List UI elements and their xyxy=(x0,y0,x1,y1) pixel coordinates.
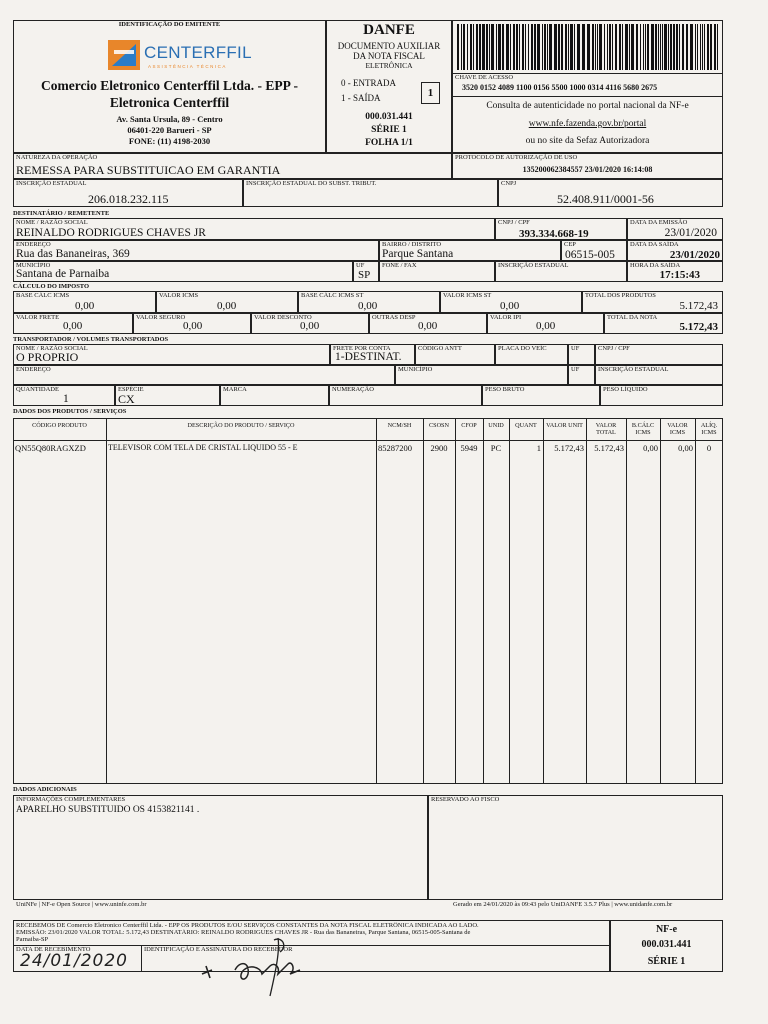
produtos-cell: 0,00 xyxy=(643,443,658,453)
dest-endereco-label: ENDEREÇO xyxy=(16,241,51,248)
barcode-bar xyxy=(489,24,490,70)
barcode-bar xyxy=(640,24,641,70)
produtos-cell: 5.172,43 xyxy=(554,443,584,453)
dest-emissao-label: DATA DA EMISSÃO xyxy=(630,219,688,226)
footer-left: UniNFe | NF-e Open Source | www.uninfe.com.br xyxy=(16,901,147,908)
danfe-title: DANFE xyxy=(363,22,415,38)
barcode-bar xyxy=(710,24,712,70)
produtos-cell: 0 xyxy=(706,443,712,453)
barcode-bar xyxy=(476,24,478,70)
barcode-bar xyxy=(717,24,718,70)
tr-bruto-label: PESO BRUTO xyxy=(485,386,525,393)
transporte-section-label: TRANSPORTADOR / VOLUMES TRANSPORTADOS xyxy=(13,336,169,343)
barcode-bar xyxy=(612,24,613,70)
produtos-column-divider xyxy=(483,418,484,784)
danfe-saida: 1 - SAÍDA xyxy=(341,93,381,103)
produtos-section-label: DADOS DOS PRODUTOS / SERVIÇOS xyxy=(13,408,127,415)
barcode-bar xyxy=(473,24,474,70)
produtos-column-divider xyxy=(455,418,456,784)
produtos-header-cell: VALOR TOTAL xyxy=(595,422,617,436)
dest-hora-label: HORA DA SAÍDA xyxy=(630,262,681,269)
barcode-bar xyxy=(707,24,709,70)
barcode-bar xyxy=(542,24,543,70)
dest-uf-label: UF xyxy=(356,262,365,269)
barcode-bar xyxy=(595,24,596,70)
consulta-text-2: ou no site da Sefaz Autorizadora xyxy=(525,136,650,146)
imp-frete-label: VALOR FRETE xyxy=(16,314,60,321)
natureza-value: REMESSA PARA SUBSTITUICAO EM GARANTIA xyxy=(16,163,281,177)
chave-value: 3520 0152 4089 1100 0156 5500 1000 0314 4116 5680 2675 xyxy=(462,83,658,92)
canhoto-text-1: RECEBEMOS DE Comercio Eletronico Centerffil Ltda. - EPP OS PRODUTOS E/OU SERVIÇOS CONSTANTES DA NOTA FISCAL ELETRÔNICA INDICADA AO LADO. xyxy=(16,922,479,929)
barcode-bar xyxy=(695,24,696,70)
tr-qtd-value: 1 xyxy=(63,393,69,405)
barcode-bar xyxy=(510,24,511,70)
imp-outras-label: OUTRAS DESP xyxy=(372,314,416,321)
emitente-name-2: Eletronica Centerffil xyxy=(109,95,230,110)
dest-cpf-value: 393.334.668-19 xyxy=(519,228,589,240)
produtos-header-cell: CÓDIGO PRODUTO xyxy=(32,422,87,429)
chave-divider-2 xyxy=(452,96,723,97)
imp-ipi-value: 0,00 xyxy=(536,320,556,332)
handwritten-date: 24/01/2020 xyxy=(20,951,128,971)
barcode-bar xyxy=(513,24,515,70)
danfe-subtitle-1: DOCUMENTO AUXILIAR xyxy=(337,41,441,51)
tr-numeracao-label: NUMERAÇÃO xyxy=(332,386,374,393)
barcode-bar xyxy=(528,24,529,70)
dest-endereco-value: Rua das Bananeiras, 369 xyxy=(16,248,130,260)
produtos-cell: 5949 xyxy=(460,443,478,453)
destinatario-section-label: DESTINATÁRIO / REMETENTE xyxy=(13,210,110,217)
produtos-cell: 2900 xyxy=(430,443,448,453)
produtos-header-cell: VALOR ICMS xyxy=(667,422,688,436)
imp-total-nota-value: 5.172,43 xyxy=(679,321,718,333)
produtos-header-cell: DESCRIÇÃO DO PRODUTO / SERVIÇO xyxy=(187,422,295,429)
emitente-section-label: IDENTIFICAÇÃO DO EMITENTE xyxy=(118,21,221,28)
canhoto-assinatura-label: IDENTIFICAÇÃO E ASSINATURA DO RECEBEDOR xyxy=(144,946,293,953)
barcode-bar xyxy=(525,24,526,70)
ie-st-label: INSCRIÇÃO ESTADUAL DO SUBST. TRIBUT. xyxy=(246,180,377,187)
tr-nome-value: O PROPRIO xyxy=(16,350,79,364)
produtos-column-divider xyxy=(376,418,377,784)
tr-marca-label: MARCA xyxy=(223,386,247,393)
tr-frete-label: FRETE POR CONTA xyxy=(333,345,391,352)
barcode-bar xyxy=(457,24,459,70)
barcode-bar xyxy=(506,24,509,70)
barcode-bar xyxy=(570,24,573,70)
imp-bc-icms-value: 0,00 xyxy=(75,300,95,312)
produtos-header-cell: UNID xyxy=(488,422,504,429)
barcode-bar xyxy=(544,24,546,70)
barcode-bar xyxy=(686,24,688,70)
barcode-bar xyxy=(519,24,520,70)
tr-qtd-label: QUANTIDADE xyxy=(16,386,59,393)
produtos-column-divider xyxy=(543,418,544,784)
imp-v-icms-label: VALOR ICMS xyxy=(159,292,199,299)
barcode-bar xyxy=(491,24,494,70)
barcode-bar xyxy=(702,24,703,70)
danfe-serie: SÉRIE 1 xyxy=(371,125,407,135)
barcode-bar xyxy=(574,24,575,70)
produtos-header-cell: VALOR UNIT xyxy=(546,422,583,429)
barcode-bar xyxy=(704,24,705,70)
tr-uf-label: UF xyxy=(571,345,580,352)
tr-uf2-label: UF xyxy=(571,366,580,373)
barcode-bar xyxy=(690,24,693,70)
barcode-bar xyxy=(463,24,465,70)
barcode-bar xyxy=(587,24,590,70)
barcode-bar xyxy=(482,24,485,70)
produtos-header-divider xyxy=(13,440,723,441)
imp-outras-value: 0,00 xyxy=(418,320,438,332)
barcode-bar xyxy=(629,24,630,70)
canhoto-vdivider xyxy=(141,945,142,972)
imposto-section-label: CÁLCULO DO IMPOSTO xyxy=(13,283,90,290)
produtos-cell: TELEVISOR COM TELA DE CRISTAL LIQUIDO 55 - E xyxy=(108,443,298,452)
produtos-column-divider xyxy=(626,418,627,784)
barcode-bar xyxy=(647,24,649,70)
produtos-header-cell: ALÍQ. ICMS xyxy=(700,422,718,436)
barcode-bar xyxy=(486,24,488,70)
barcode-bar xyxy=(619,24,621,70)
dest-uf-value: SP xyxy=(358,269,371,281)
produtos-header-cell: QUANT xyxy=(515,422,537,429)
barcode-bar xyxy=(631,24,634,70)
dest-cpf-label: CNPJ / CPF xyxy=(498,219,530,226)
imp-bc-st-label: BASE CÁLC ICMS ST xyxy=(301,292,364,299)
tr-frete-value: 1-DESTINAT. xyxy=(335,351,402,363)
tr-ie-label: INSCRIÇÃO ESTADUAL xyxy=(598,366,669,373)
imp-desconto-value: 0,00 xyxy=(300,320,320,332)
barcode-bar xyxy=(668,24,669,70)
imp-v-st-value: 0,00 xyxy=(500,300,520,312)
canhoto-serie: SÉRIE 1 xyxy=(647,956,686,967)
barcode-bar xyxy=(625,24,628,70)
barcode-bar xyxy=(664,24,667,70)
produtos-header-cell: NCM/SH xyxy=(387,422,412,429)
produtos-column-divider xyxy=(106,418,107,784)
emitente-address: Av. Santa Ursula, 89 - Centro xyxy=(116,114,223,124)
barcode-bar xyxy=(522,24,524,70)
produtos-column-divider xyxy=(660,418,661,784)
barcode-bar xyxy=(604,24,605,70)
canhoto-numero: 000.031.441 xyxy=(641,939,692,950)
dest-cep-value: 06515-005 xyxy=(565,249,615,261)
produtos-cell: 0,00 xyxy=(678,443,693,453)
imp-v-icms-value: 0,00 xyxy=(217,300,237,312)
barcode-bar xyxy=(479,24,481,70)
dest-bairro-label: BAIRRO / DISTRITO xyxy=(382,241,442,248)
danfe-subtitle-3: ELETRÔNICA xyxy=(365,61,413,70)
logo-subtext: ASSISTÊNCIA TÉCNICA xyxy=(148,64,227,69)
barcode-bar xyxy=(714,24,716,70)
emitente-city: 06401-220 Barueri - SP xyxy=(127,125,212,135)
barcode-bar xyxy=(673,24,675,70)
danfe-tipo-box: 1 xyxy=(421,82,440,104)
imp-total-prod-label: TOTAL DOS PRODUTOS xyxy=(585,292,656,299)
tr-antt-label: CÓDIGO ANTT xyxy=(418,345,462,352)
protocolo-label: PROTOCOLO DE AUTORIZAÇÃO DE USO xyxy=(455,154,578,161)
adicionais-section-label: DADOS ADICIONAIS xyxy=(13,786,77,793)
logo-text: CENTERFFIL xyxy=(144,43,252,62)
ie-label: INSCRIÇÃO ESTADUAL xyxy=(16,180,87,187)
dest-fone-label: FONE / FAX xyxy=(382,262,417,269)
barcode-bar xyxy=(643,24,644,70)
info-complementares-value: APARELHO SUBSTITUIDO OS 4153821141 . xyxy=(16,805,200,815)
dest-cep-label: CEP xyxy=(564,241,576,248)
barcode-bar xyxy=(682,24,684,70)
barcode-bar xyxy=(565,24,567,70)
info-complementares-label: INFORMAÇÕES COMPLEMENTARES xyxy=(16,796,126,803)
produtos-header-cell: CSOSN xyxy=(429,422,449,429)
canhoto-nfe: NF-e xyxy=(655,924,678,935)
protocolo-value: 135200062384557 23/01/2020 16:14:08 xyxy=(522,165,653,174)
tr-nome-label: NOME / RAZÃO SOCIAL xyxy=(16,345,88,352)
handwritten-signature xyxy=(190,930,320,1000)
barcode-bar xyxy=(561,24,563,70)
imp-ipi-label: VALOR IPI xyxy=(490,314,522,321)
natureza-label: NATUREZA DA OPERAÇÃO xyxy=(16,154,98,161)
barcode-bar xyxy=(558,24,560,70)
produtos-column-divider xyxy=(586,418,587,784)
barcode-bar xyxy=(461,24,462,70)
barcode-bar xyxy=(658,24,659,70)
footer-right: Gerado em 24/01/2020 às 09:43 pelo UniDANFE 3.5.7 Plus | www.unidanfe.com.br xyxy=(453,901,673,908)
barcode-bar xyxy=(498,24,501,70)
produtos-column-divider xyxy=(695,418,696,784)
barcode-bar xyxy=(645,24,646,70)
barcode-bar xyxy=(531,24,533,70)
barcode-bar xyxy=(660,24,661,70)
imp-seguro-label: VALOR SEGURO xyxy=(136,314,186,321)
imp-bc-icms-label: BASE CÁLC ICMS xyxy=(16,292,70,299)
dest-nome-value: REINALDO RODRIGUES CHAVES JR xyxy=(16,227,206,239)
barcode-bar xyxy=(597,24,598,70)
fisco-box xyxy=(428,795,723,900)
fisco-label: RESERVADO AO FISCO xyxy=(431,796,500,803)
barcode-bar xyxy=(662,24,663,70)
imp-v-st-label: VALOR ICMS ST xyxy=(443,292,492,299)
produtos-cell: 85287200 xyxy=(378,443,412,453)
imp-frete-value: 0,00 xyxy=(63,320,83,332)
emitente-phone: FONE: (11) 4198-2030 xyxy=(128,136,211,146)
dest-emissao-value: 23/01/2020 xyxy=(664,227,717,239)
barcode-bar xyxy=(502,24,504,70)
produtos-cell: QN55Q80RAGXZD xyxy=(15,443,86,453)
tr-placa-label: PLACA DO VEÍC xyxy=(498,345,547,352)
tr-endereco-box xyxy=(13,365,395,385)
barcode-bar xyxy=(676,24,678,70)
consulta-url[interactable]: www.nfe.fazenda.gov.br/portal xyxy=(528,119,647,129)
tr-especie-label: ESPÉCIE xyxy=(118,386,144,393)
tr-municipio-label: MUNICÍPIO xyxy=(398,366,433,373)
imp-seguro-value: 0,00 xyxy=(183,320,203,332)
barcode-bar xyxy=(467,24,468,70)
dest-ie-label: INSCRIÇÃO ESTADUAL xyxy=(498,262,569,269)
tr-liquido-label: PESO LÍQUIDO xyxy=(603,386,648,393)
barcode-bar xyxy=(592,24,594,70)
produtos-cell: 1 xyxy=(536,443,541,453)
barcode xyxy=(457,24,719,70)
barcode-bar xyxy=(549,24,552,70)
barcode-bar xyxy=(547,24,548,70)
produtos-cell: PC xyxy=(490,443,502,453)
logo-mark-icon xyxy=(108,40,140,70)
produtos-table xyxy=(13,418,723,784)
tr-especie-value: CX xyxy=(118,392,135,406)
barcode-bar xyxy=(670,24,672,70)
danfe-folha: FOLHA 1/1 xyxy=(365,138,413,148)
barcode-bar xyxy=(496,24,497,70)
danfe-subtitle-2: DA NOTA FISCAL xyxy=(353,51,425,61)
produtos-column-divider xyxy=(509,418,510,784)
imp-desconto-label: VALOR DESCONTO xyxy=(254,314,312,321)
barcode-bar xyxy=(622,24,623,70)
barcode-bar xyxy=(697,24,698,70)
canhoto-text-3: Parnaiba-SP xyxy=(16,936,49,943)
barcode-bar xyxy=(636,24,638,70)
tr-endereco-label: ENDEREÇO xyxy=(16,366,51,373)
dest-hora-value: 17:15:43 xyxy=(659,269,700,281)
dest-municipio-value: Santana de Parnaiba xyxy=(16,268,110,280)
tr-cnpj-label: CNPJ / CPF xyxy=(598,345,630,352)
ie-value: 206.018.232.115 xyxy=(88,192,169,206)
produtos-header-cell: CFOP xyxy=(461,422,477,429)
canhoto-text-2: EMISSÃO: 23/01/2020 VALOR TOTAL: 5.172,43 DESTINATÁRIO: REINALDO RODRIGUES CHAVES JR - Rua das Bananeiras, Parque Santana, 06515-005-Santana de xyxy=(16,929,471,936)
dest-nome-label: NOME / RAZÃO SOCIAL xyxy=(16,219,88,226)
cnpj-label: CNPJ xyxy=(501,180,517,187)
danfe-entrada: 0 - ENTRADA xyxy=(341,78,396,88)
barcode-bar xyxy=(655,24,657,70)
centerffil-logo xyxy=(108,40,252,74)
danfe-numero: 000.031.441 xyxy=(365,112,413,122)
produtos-header-cell: B.CÁLC ICMS xyxy=(631,422,655,436)
barcode-bar xyxy=(582,24,585,70)
imp-bc-st-value: 0,00 xyxy=(358,300,378,312)
barcode-bar xyxy=(516,24,518,70)
dest-municipio-label: MUNICÍPIO xyxy=(16,262,51,269)
canhoto-data-label: DATA DE RECEBIMENTO xyxy=(16,946,91,953)
barcode-bar xyxy=(679,24,680,70)
cnpj-value: 52.408.911/0001-56 xyxy=(557,192,654,206)
produtos-cell: 5.172,43 xyxy=(594,443,624,453)
chave-label: CHAVE DE ACESSO xyxy=(455,74,514,81)
barcode-bar xyxy=(537,24,540,70)
dest-saida-value: 23/01/2020 xyxy=(669,249,720,261)
barcode-bar xyxy=(534,24,536,70)
imp-total-nota-label: TOTAL DA NOTA xyxy=(607,314,658,321)
consulta-text-1: Consulta de autenticidade no portal nacional da NF-e xyxy=(486,101,689,111)
dest-bairro-value: Parque Santana xyxy=(382,248,454,260)
barcode-bar xyxy=(615,24,617,70)
produtos-column-divider xyxy=(423,418,424,784)
imp-total-prod-value: 5.172,43 xyxy=(679,300,718,312)
barcode-bar xyxy=(470,24,472,70)
emitente-name-1: Comercio Eletronico Centerffil Ltda. - EPP - xyxy=(40,78,299,93)
dest-saida-label: DATA DA SAÍDA xyxy=(630,241,679,248)
barcode-bar xyxy=(599,24,602,70)
barcode-bar xyxy=(651,24,654,70)
barcode-bar xyxy=(607,24,608,70)
barcode-bar xyxy=(609,24,611,70)
barcode-bar xyxy=(700,24,701,70)
barcode-bar xyxy=(568,24,569,70)
barcode-bar xyxy=(554,24,557,70)
barcode-bar xyxy=(577,24,580,70)
